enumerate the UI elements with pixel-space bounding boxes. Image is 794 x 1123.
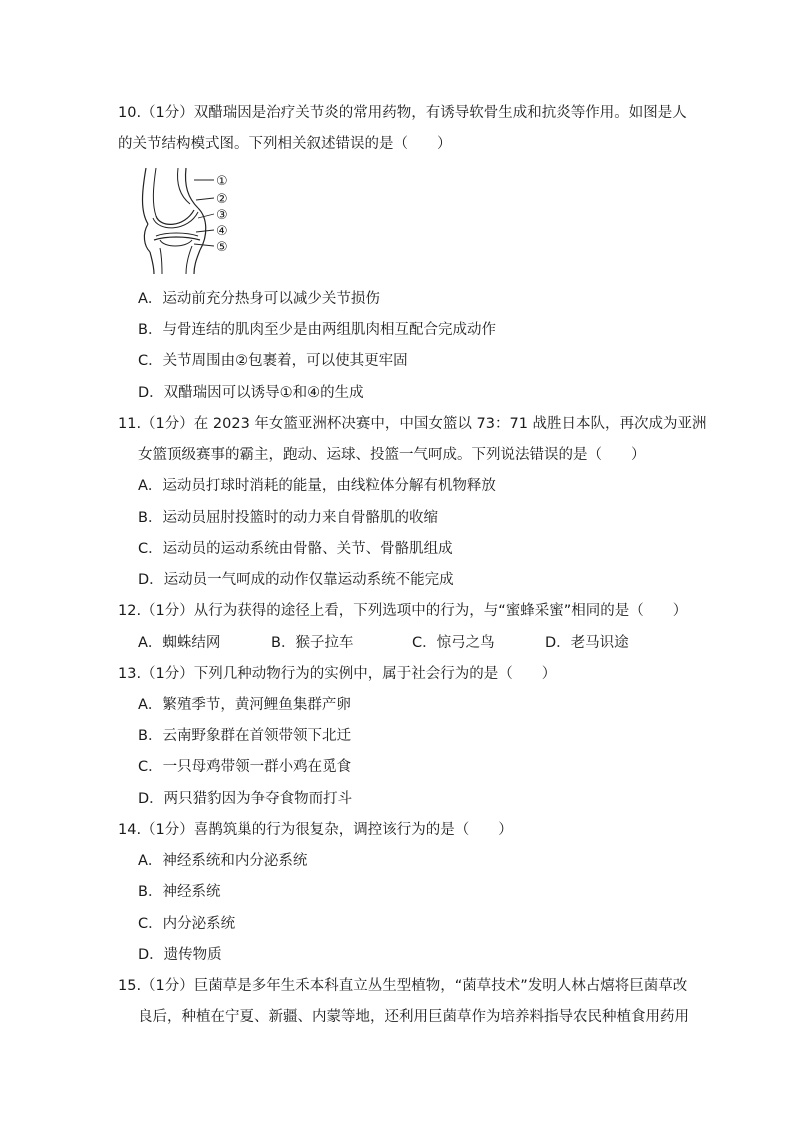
q13-option-c: C．一只母鸡带领一群小鸡在觅食 — [138, 759, 352, 775]
q11-option-a: A．运动员打球时消耗的能量，由线粒体分解有机物释放 — [138, 478, 496, 494]
q10-option-a: A．运动前充分热身可以减少关节损伤 — [138, 291, 380, 307]
q14-option-d: D．遗传物质 — [138, 947, 222, 963]
q12-option-a: A．蜘蛛结网 — [138, 635, 221, 651]
q10-option-d: D．双醋瑞因可以诱导①和④的生成 — [138, 385, 364, 401]
q14-option-a: A．神经系统和内分泌系统 — [138, 853, 308, 869]
q14-stem-line1: 14.（1分）喜鹊筑巢的行为很复杂，调控该行为的是（ ） — [118, 822, 513, 838]
q10-option-b: B．与骨连结的肌肉至少是由两组肌肉相互配合完成动作 — [138, 322, 496, 338]
q13-option-b: B．云南野象群在首领带领下北迁 — [138, 728, 351, 744]
q12-option-c: C．惊弓之鸟 — [412, 635, 495, 651]
q10-option-c: C．关节周围由②包裹着，可以使其更牢固 — [138, 353, 408, 369]
q11-option-b: B．运动员屈肘投篮时的动力来自骨骼肌的收缩 — [138, 510, 438, 526]
q13-option-a: A．繁殖季节，黄河鲤鱼集群产卵 — [138, 697, 351, 713]
diagram-label-5: ⑤ — [216, 240, 228, 255]
joint-structure-diagram — [136, 166, 266, 276]
q11-option-d: D．运动员一气呵成的动作仅靠运动系统不能完成 — [138, 572, 454, 588]
q14-option-c: C．内分泌系统 — [138, 916, 236, 932]
q11-option-c: C．运动员的运动系统由骨骼、关节、骨骼肌组成 — [138, 541, 453, 557]
q13-option-d: D．两只猎豹因为争夺食物而打斗 — [138, 791, 353, 807]
q10-stem-line2: 的关节结构模式图。下列相关叙述错误的是（ ） — [118, 136, 452, 152]
q14-option-b: B．神经系统 — [138, 884, 221, 900]
q12-stem-line1: 12.（1分）从行为获得的途径上看，下列选项中的行为，与“蜜蜂采蜜”相同的是（ ） — [118, 603, 688, 619]
q10-stem-line1: 10.（1分）双醋瑞因是治疗关节炎的常用药物，有诱导软骨生成和抗炎等作用。如图是人 — [118, 105, 687, 121]
q12-option-d: D．老马识途 — [545, 635, 629, 651]
diagram-label-1: ① — [216, 174, 228, 189]
q15-stem-line2: 良后，种植在宁夏、新疆、内蒙等地，还利用巨菌草作为培养料指导农民种植食用药用 — [138, 1009, 689, 1025]
diagram-label-2: ② — [216, 192, 228, 207]
q11-stem-line1: 11.（1分）在 2023 年女篮亚洲杯决赛中，中国女篮以 73：71 战胜日本队，再次成为亚洲 — [118, 416, 707, 432]
q11-stem-line2: 女篮顶级赛事的霸主，跑动、运球、投篮一气呵成。下列说法错误的是（ ） — [138, 447, 646, 463]
q12-option-b: B．猴子拉车 — [271, 635, 354, 651]
diagram-label-3: ③ — [216, 208, 228, 223]
q15-stem-line1: 15.（1分）巨菌草是多年生禾本科直立丛生型植物，“菌草技术”发明人林占熺将巨菌草改 — [118, 978, 688, 994]
diagram-label-4: ④ — [216, 224, 228, 239]
q13-stem-line1: 13.（1分）下列几种动物行为的实例中，属于社会行为的是（ ） — [118, 666, 557, 682]
